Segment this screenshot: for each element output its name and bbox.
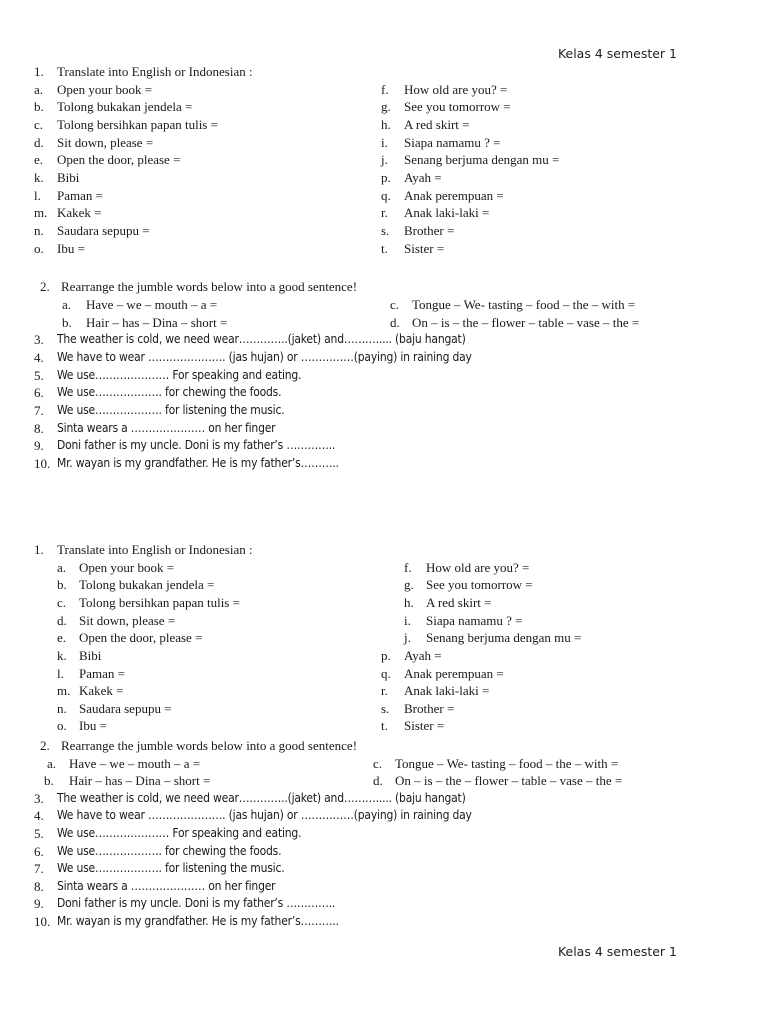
question-number: 2.: [40, 279, 50, 294]
question-number: 1.: [34, 64, 44, 79]
page-header-label: Kelas 4 semester 1: [557, 46, 677, 61]
page-footer-label: Kelas 4 semester 1: [557, 944, 677, 959]
question-title: Rearrange the jumble words below into a good sentence!: [61, 279, 358, 294]
question-title: Rearrange the jumble words below into a good sentence!: [61, 738, 358, 753]
question-number: 1.: [34, 542, 44, 557]
question-title: Translate into English or Indonesian :: [57, 542, 253, 557]
question-number: 2.: [40, 738, 50, 753]
question-title: Translate into English or Indonesian :: [57, 64, 253, 79]
